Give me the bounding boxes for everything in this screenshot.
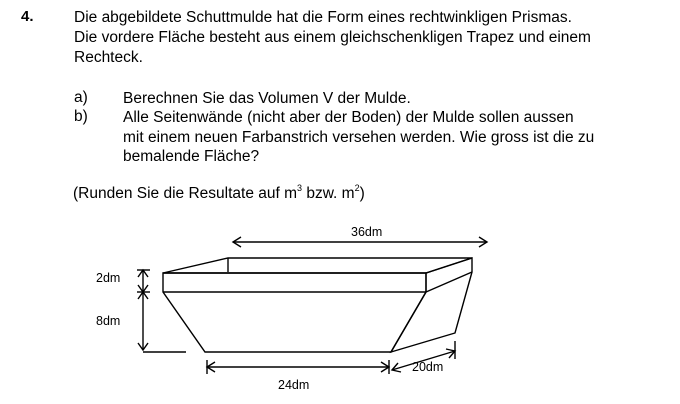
- rounding-exp-2: 2: [354, 183, 360, 193]
- container-rim: [163, 258, 472, 273]
- length-label: 36dm: [351, 225, 383, 239]
- item-a-label: a): [74, 89, 88, 106]
- item-b-line: mit einem neuen Farbanstrich versehen werden. Wie gross ist die zu: [123, 128, 595, 146]
- container-side-face: [391, 258, 472, 352]
- intro-line: Rechteck.: [74, 49, 143, 66]
- bottom-width-label: 24dm: [278, 378, 310, 392]
- container-side-edge: [426, 272, 472, 292]
- item-b-line: Alle Seitenwände (nicht aber der Boden) der Mulde sollen aussen: [123, 109, 574, 126]
- problem-number: 4.: [21, 8, 34, 25]
- container-front-face: [163, 273, 426, 352]
- intro-line: Die abgebildete Schuttmulde hat die Form eines rechtwinkligen Prismas.: [74, 9, 572, 26]
- rounding-middle: bzw. m: [302, 185, 355, 202]
- item-b-line: bemalende Fläche?: [123, 148, 260, 165]
- rect-height-label: 2dm: [96, 271, 121, 285]
- rounding-exp-3: 3: [297, 183, 303, 193]
- rounding-prefix: (Runden Sie die Resultate auf m: [73, 185, 298, 202]
- item-b-label: b): [74, 108, 88, 125]
- overhang-label: 20dm: [412, 360, 444, 374]
- rounding-suffix: ): [359, 185, 365, 202]
- trap-height-label: 8dm: [96, 314, 121, 328]
- item-a-line: Berechnen Sie das Volumen V der Mulde.: [123, 90, 411, 107]
- intro-line: Die vordere Fläche besteht aus einem gleichschenkligen Trapez und einem: [74, 29, 591, 46]
